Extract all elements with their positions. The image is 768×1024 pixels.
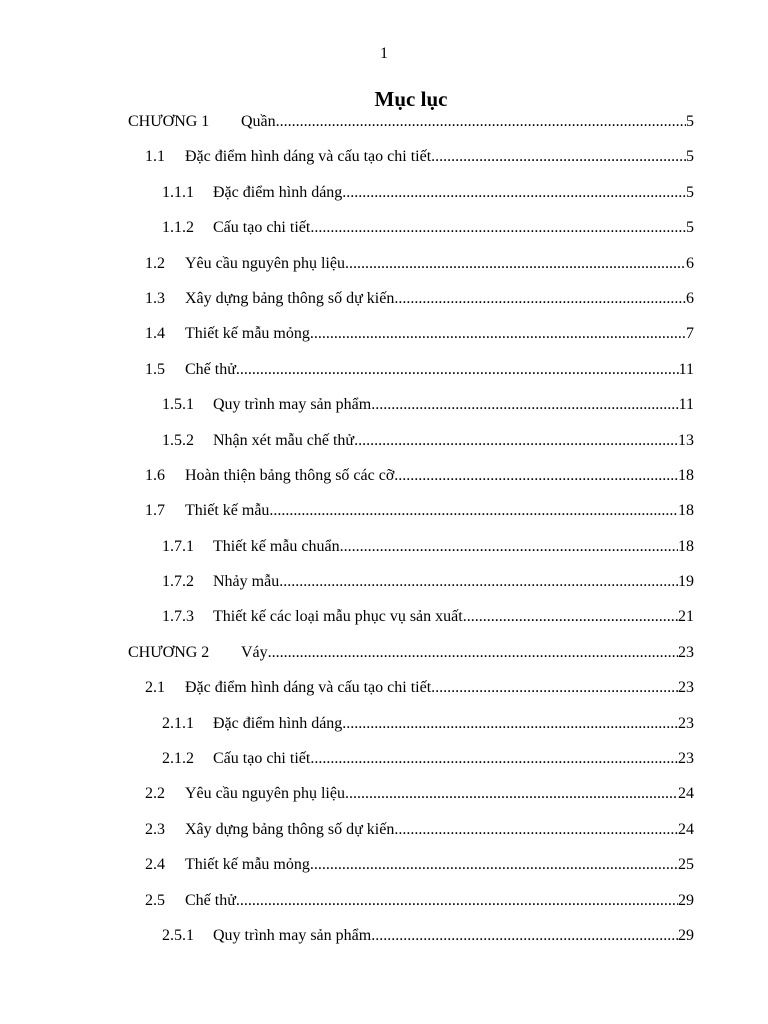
toc-entry-number: 1.7 xyxy=(145,502,165,520)
toc-entry[interactable] xyxy=(128,358,694,393)
toc-entry-page: 24 xyxy=(678,820,694,838)
dot-leader xyxy=(310,853,678,877)
toc-entry-number: 2.1 xyxy=(145,679,165,697)
toc-entry[interactable] xyxy=(128,853,694,888)
toc-entry[interactable] xyxy=(128,818,694,853)
dot-leader xyxy=(345,252,686,276)
dot-leader xyxy=(394,818,678,842)
toc-entry-number: 1.5.2 xyxy=(162,431,194,449)
dot-leader xyxy=(268,641,678,665)
dot-leader xyxy=(342,181,686,205)
toc-entry-number: 1.2 xyxy=(145,254,165,272)
toc-entry-label: Thiết kế mẫu mỏng xyxy=(185,325,310,343)
toc-entry-label: Chế thử xyxy=(185,891,236,909)
toc-entry-label: Quy trình may sản phẩm xyxy=(213,926,372,944)
toc-entry-label: Quần xyxy=(241,113,276,130)
dot-leader xyxy=(340,535,678,559)
toc-entry[interactable] xyxy=(128,429,694,464)
toc-entry[interactable] xyxy=(128,641,694,676)
toc-entry[interactable] xyxy=(128,322,694,357)
dot-leader xyxy=(279,570,678,594)
page-number: 1 xyxy=(380,45,388,62)
toc-entry-number: 2.1.1 xyxy=(162,714,194,732)
toc-entry-number: 2.5.1 xyxy=(162,926,194,944)
toc-entry-number: 1.7.3 xyxy=(162,608,194,626)
dot-leader xyxy=(394,287,686,311)
toc-entry-number: 1.5.1 xyxy=(162,396,194,414)
toc-entry-page: 23 xyxy=(678,714,694,732)
toc-entry[interactable] xyxy=(128,570,694,605)
toc-entry-page: 11 xyxy=(678,396,694,414)
toc-entry-label: Cấu tạo chi tiết xyxy=(213,219,311,237)
toc-entry-number: CHƯƠNG 1 xyxy=(128,113,210,130)
toc-entry-page: 29 xyxy=(678,926,694,944)
toc-entry[interactable] xyxy=(128,181,694,216)
toc-entry-label: Yêu cầu nguyên phụ liệu xyxy=(185,254,345,272)
toc-entry-label: Thiết kế các loại mẫu phục vụ sản xuất xyxy=(213,608,463,626)
toc-entry[interactable] xyxy=(128,924,694,959)
toc-entry-number: 2.5 xyxy=(145,891,165,909)
toc-entry-page: 5 xyxy=(686,183,694,201)
toc-entry[interactable] xyxy=(128,287,694,322)
toc-entry-page: 13 xyxy=(678,431,694,449)
toc-entry[interactable] xyxy=(128,605,694,640)
toc-entry-label: Thiết kế mẫu xyxy=(185,502,270,520)
toc-entry-page: 5 xyxy=(686,219,694,237)
dot-leader xyxy=(310,747,678,771)
toc-entry-number: 1.5 xyxy=(145,360,165,378)
toc-entry-page: 21 xyxy=(678,608,694,626)
toc-entry[interactable] xyxy=(128,464,694,499)
toc-entry-label: Đặc điểm hình dáng xyxy=(213,183,343,201)
toc-entry-label: Váy xyxy=(241,643,268,661)
toc-entry-number: 2.1.2 xyxy=(162,750,194,768)
toc-entry[interactable] xyxy=(128,535,694,570)
dot-leader xyxy=(310,322,686,346)
toc-entry-number: CHƯƠNG 2 xyxy=(128,643,210,661)
toc-entry-label: Thiết kế mẫu mỏng xyxy=(185,856,310,874)
toc-entry-page: 18 xyxy=(678,537,694,555)
toc-entry-number: 1.4 xyxy=(145,325,165,343)
toc-entry-page: 29 xyxy=(678,891,694,909)
dot-leader xyxy=(394,464,678,488)
toc-entry-number: 2.3 xyxy=(145,820,165,838)
dot-leader xyxy=(236,889,678,913)
dot-leader xyxy=(269,499,678,523)
toc-entry-number: 2.2 xyxy=(145,785,165,803)
toc-entry-label: Xây dựng bảng thông số dự kiến xyxy=(185,820,395,838)
toc-entry-label: Đặc điểm hình dáng xyxy=(213,714,343,732)
dot-leader xyxy=(431,676,678,700)
toc-entry-label: Quy trình may sản phẩm xyxy=(213,396,372,414)
dot-leader xyxy=(310,216,686,240)
toc-title: Mục lục xyxy=(374,87,448,111)
dot-leader xyxy=(371,393,678,417)
toc-entry-page: 19 xyxy=(678,573,694,591)
toc-entry-page: 5 xyxy=(686,113,694,130)
toc-entry-page: 7 xyxy=(686,325,694,343)
toc-entry[interactable] xyxy=(128,499,694,534)
toc-entry[interactable] xyxy=(128,782,694,817)
toc-entry-page: 11 xyxy=(678,360,694,378)
toc-entry-page: 18 xyxy=(678,502,694,520)
toc-entry-page: 25 xyxy=(678,856,694,874)
toc-entry[interactable] xyxy=(128,712,694,747)
toc-entry-number: 1.7.2 xyxy=(162,573,194,591)
toc-entry-page: 23 xyxy=(678,750,694,768)
toc-entry-label: Cấu tạo chi tiết xyxy=(213,750,311,768)
dot-leader xyxy=(354,429,678,453)
toc-entry-label: Xây dựng bảng thông số dự kiến xyxy=(185,289,395,307)
toc-entry-page: 18 xyxy=(678,466,694,484)
toc-entry-number: 1.6 xyxy=(145,466,165,484)
toc-entry-page: 5 xyxy=(686,148,694,166)
toc-entry-number: 1.7.1 xyxy=(162,537,194,555)
toc-entry-number: 1.1.1 xyxy=(162,183,194,201)
dot-leader xyxy=(276,110,686,134)
dot-leader xyxy=(345,782,678,806)
table-of-contents xyxy=(128,110,694,959)
dot-leader xyxy=(463,605,678,629)
toc-entry-number: 2.4 xyxy=(145,856,165,874)
toc-entry-page: 23 xyxy=(678,679,694,697)
dot-leader xyxy=(342,712,678,736)
toc-entry[interactable] xyxy=(128,393,694,428)
toc-entry[interactable] xyxy=(128,216,694,251)
toc-entry-label: Thiết kế mẫu chuẩn xyxy=(213,537,340,555)
toc-entry-number: 1.3 xyxy=(145,289,165,307)
toc-entry-label: Hoàn thiện bảng thông số các cỡ xyxy=(185,466,395,484)
toc-entry-label: Đặc điểm hình dáng và cấu tạo chi tiết xyxy=(185,148,432,166)
toc-entry-number: 1.1.2 xyxy=(162,219,194,237)
toc-entry[interactable] xyxy=(128,747,694,782)
toc-entry-page: 24 xyxy=(678,785,694,803)
toc-entry-number: 1.1 xyxy=(145,148,165,166)
toc-entry-label: Nhảy mẫu xyxy=(213,573,280,591)
toc-entry[interactable] xyxy=(128,145,694,180)
toc-entry-page: 6 xyxy=(686,254,694,272)
toc-entry-label: Đặc điểm hình dáng và cấu tạo chi tiết xyxy=(185,679,432,697)
toc-entry[interactable] xyxy=(128,676,694,711)
toc-entry-page: 6 xyxy=(686,289,694,307)
toc-entry-label: Chế thử xyxy=(185,360,236,378)
toc-entry[interactable] xyxy=(128,110,694,145)
dot-leader xyxy=(236,358,679,382)
dot-leader xyxy=(431,145,686,169)
toc-entry-page: 23 xyxy=(678,643,694,661)
toc-entry-label: Nhận xét mẫu chế thử xyxy=(213,431,355,449)
toc-entry[interactable] xyxy=(128,252,694,287)
toc-entry[interactable] xyxy=(128,889,694,924)
dot-leader xyxy=(371,924,678,948)
toc-entry-label: Yêu cầu nguyên phụ liệu xyxy=(185,785,345,803)
